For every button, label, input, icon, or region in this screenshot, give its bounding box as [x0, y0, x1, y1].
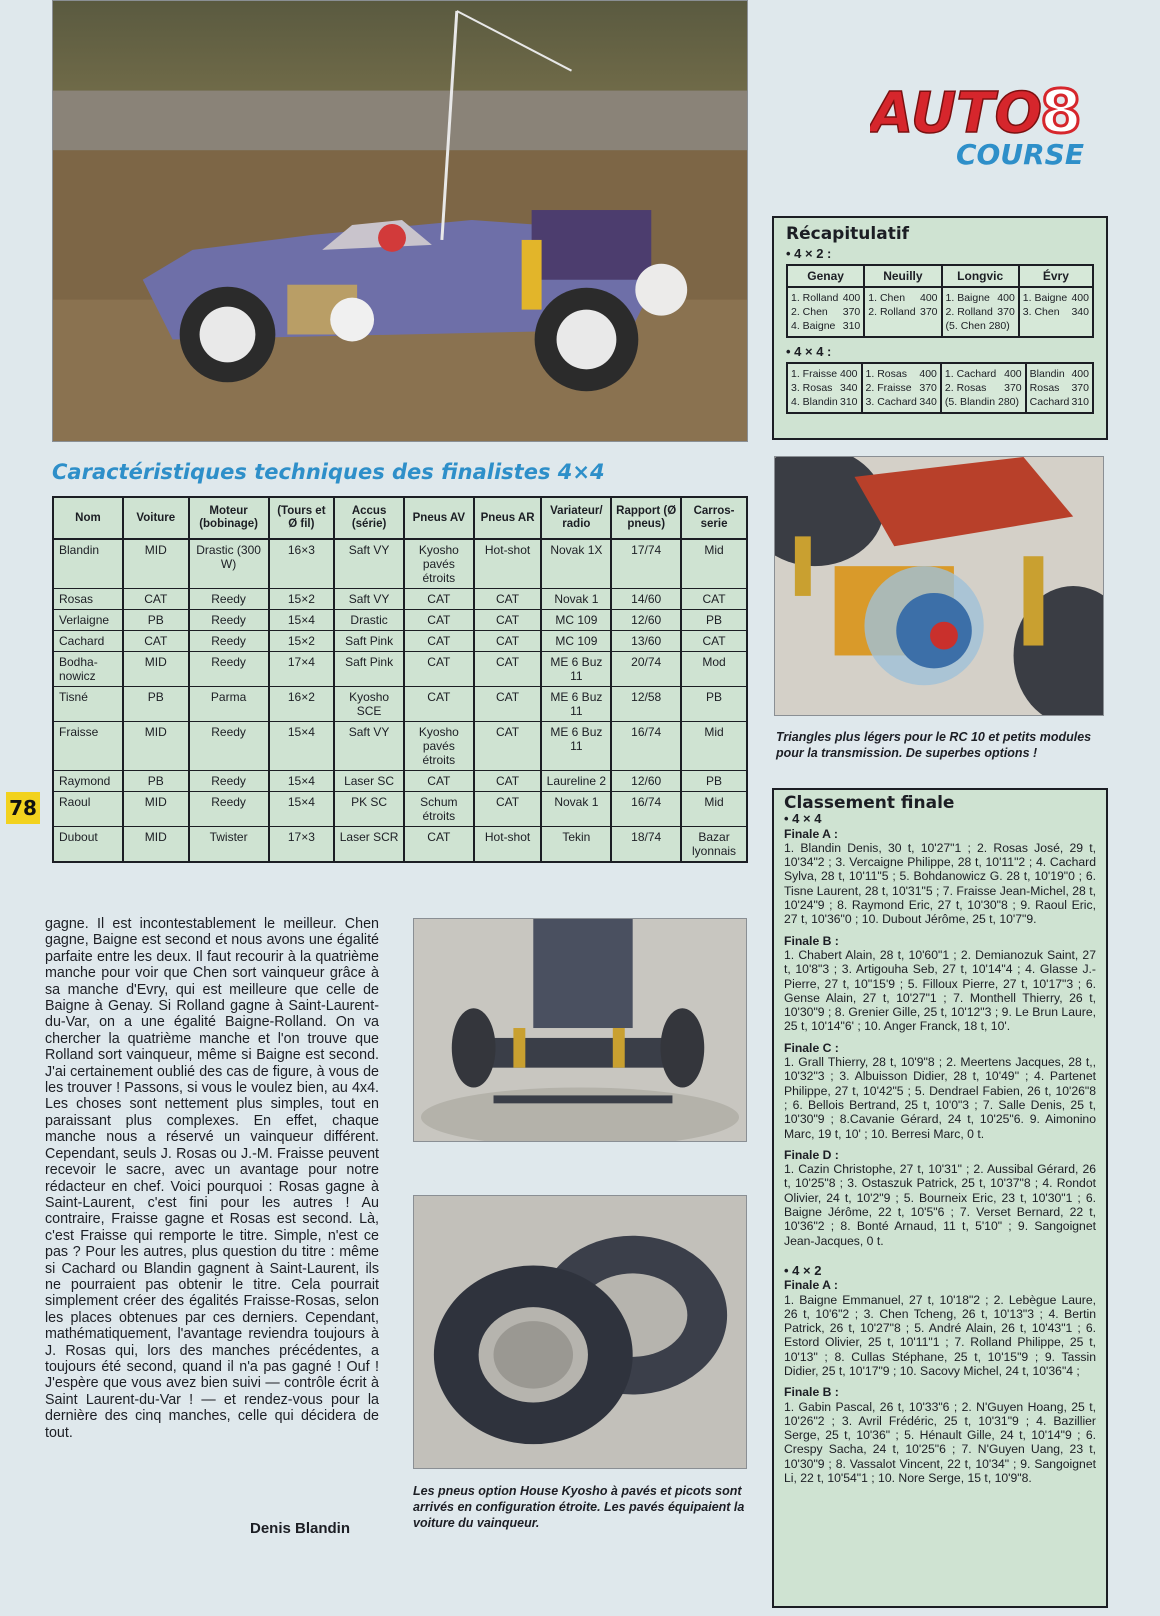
table-cell: MID — [123, 652, 189, 687]
table-cell: CAT — [474, 722, 542, 771]
finale-title: Finale B : — [784, 1385, 839, 1400]
recap-points: 370 — [920, 306, 938, 318]
article-author: Denis Blandin — [250, 1520, 351, 1537]
recap-points: 400 — [1071, 368, 1089, 380]
table-cell: Reedy — [189, 792, 269, 827]
recap-cell — [787, 287, 864, 337]
classement-cat-4x4: • 4 × 4 — [784, 811, 822, 827]
recap-entry — [866, 395, 937, 409]
recap-driver: Rosas — [1029, 382, 1060, 394]
recap-points: 370 — [997, 306, 1015, 318]
recap-entry — [1023, 291, 1089, 305]
table-cell: Saft VY — [334, 722, 404, 771]
table-cell: Parma — [189, 687, 269, 722]
table-cell: Saft VY — [334, 539, 404, 589]
recap-points: 370 — [919, 382, 937, 394]
recap-points: 340 — [840, 382, 858, 394]
table-cell: Rosas — [53, 589, 123, 610]
finale-title: Finale A : — [784, 1278, 838, 1293]
table-header-cell: Moteur (bobinage) — [189, 497, 269, 539]
recap-points: 400 — [920, 292, 938, 304]
recap-entry — [1023, 305, 1089, 319]
recap-driver: 2. Rolland — [945, 306, 993, 318]
table-row — [53, 589, 747, 610]
table-cell: CAT — [404, 631, 474, 652]
table-cell: MID — [123, 722, 189, 771]
table-cell: PB — [123, 610, 189, 631]
recap-driver: 1. Rosas — [865, 368, 907, 380]
recap-points: 340 — [1071, 306, 1089, 318]
table-row — [53, 722, 747, 771]
table-cell: 20/74 — [611, 652, 681, 687]
recap-entry — [791, 367, 858, 381]
table-cell: Dubout — [53, 827, 123, 863]
recap-cell — [941, 363, 1026, 413]
table-cell: Schum étroits — [404, 792, 474, 827]
recap-entry — [946, 319, 1015, 333]
table-cell: Raymond — [53, 771, 123, 792]
table-cell: Mid — [681, 792, 747, 827]
recap-driver: 2. Fraisse — [865, 382, 912, 394]
table-cell: Novak 1 — [541, 792, 611, 827]
table-header-cell: Nom — [53, 497, 123, 539]
table-cell: CAT — [681, 631, 747, 652]
table-cell: Mid — [681, 722, 747, 771]
recap-entry — [868, 291, 937, 305]
recap-points: 400 — [840, 368, 858, 380]
recap-driver: Blandin — [1029, 368, 1065, 380]
table-cell: Reedy — [189, 722, 269, 771]
recap-entry — [945, 395, 1022, 409]
table-cell: Saft VY — [334, 589, 404, 610]
table-cell: 17×4 — [269, 652, 335, 687]
recap-entry — [1030, 367, 1089, 381]
recap-cell — [864, 287, 941, 337]
recap-points: 400 — [919, 368, 937, 380]
table-header-cell: Accus (série) — [334, 497, 404, 539]
recap-driver: 2. Rosas — [944, 382, 987, 394]
table-cell: CAT — [404, 827, 474, 863]
recap-cell — [787, 363, 862, 413]
table-cell: MID — [123, 539, 189, 589]
table-cell: Kyosho SCE — [334, 687, 404, 722]
table-cell: Verlaigne — [53, 610, 123, 631]
table-cell: Hot-shot — [474, 539, 542, 589]
tires-caption: Les pneus option House Kyosho à pavés et picots sont arrivés en configuration étroite. Les pavés équipaient la voiture du vainqueur. — [413, 1484, 745, 1530]
table-row — [53, 827, 747, 863]
recap-driver: 1. Chen — [868, 292, 906, 304]
finale-title: Finale A : — [784, 826, 838, 841]
table-cell: Laser SC — [334, 771, 404, 792]
table-cell: 18/74 — [611, 827, 681, 863]
recap-entry — [1030, 395, 1089, 409]
table-cell: Saft Pink — [334, 652, 404, 687]
recap-points: 370 — [1071, 382, 1089, 394]
table-cell: 15×2 — [269, 589, 335, 610]
tires-photo — [413, 1195, 747, 1469]
table-cell: CAT — [474, 792, 542, 827]
table-cell: Reedy — [189, 631, 269, 652]
recap-entry — [791, 395, 858, 409]
recap-entry — [946, 305, 1015, 319]
recap-driver: 1. Baigne — [1022, 292, 1068, 304]
table-cell: 16/74 — [611, 792, 681, 827]
table-cell: Saft Pink — [334, 631, 404, 652]
table-cell: Kyosho pavés étroits — [404, 722, 474, 771]
table-cell: 15×4 — [269, 792, 335, 827]
recap-box — [772, 216, 1108, 440]
finale-results: 1. Chabert Alain, 28 t, 10'60"1 ; 2. Demianozuk Saint, 27 t, 10'8"3 ; 3. Artigouha Seb, 27 t, 10'14"4 ; 4. Glasse J.-Pierre, 27 t, 10''15'9 ; 5. Filloux Pierre, 27 t, 10'17"3 ; 6. Gense Alain, 27 t, 10'27"1 ; 7. Monthell Thierry, 26 t, 10'30"9 ; 8. Grenier Gille, 25 t, 10'12"3 ; 9. Le Brun Laure, 25 t, 10'14"6' ; 10. Anger Franck, 18 t, 10'. — [784, 947, 1096, 1034]
table-cell: Laureline 2 — [541, 771, 611, 792]
table-cell: Raoul — [53, 792, 123, 827]
table-header-cell: (Tours et Ø fil) — [269, 497, 335, 539]
table-cell: Reedy — [189, 771, 269, 792]
finale-results: 1. Blandin Denis, 30 t, 10'27"1 ; 2. Rosas José, 29 t, 10'34"2 ; 3. Vercaigne Philippe, 28 t, 10'11"2 ; 4. Cachard Sylva, 28 t, 10'11"5 ; 5. Bohdanowicz G. 28 t, 10'19"0 ; 6. Tisne Laurent, 28 t, 10'31"5 ; 7. Fraisse Jean-Michel, 28 t, 10'24"9 ; 8. Raymond Eric, 27 t, 10'30"8 ; 9. Raoul Eric, 27 t, 10'36"0 ; 10. Dubout Jérôme, 25 t, 10'7"9. — [784, 840, 1096, 927]
table-cell: Mod — [681, 652, 747, 687]
table-cell: 17/74 — [611, 539, 681, 589]
table-row — [53, 631, 747, 652]
recap-header: Évry — [1019, 265, 1093, 287]
table-cell: Bazar lyonnais — [681, 827, 747, 863]
race-photo — [52, 0, 748, 442]
recap-driver: 1. Fraisse — [791, 368, 838, 380]
table-cell: MID — [123, 827, 189, 863]
table-row — [53, 652, 747, 687]
table-cell: CAT — [404, 589, 474, 610]
recap-points: 370 — [1004, 382, 1022, 394]
recap-points: 310 — [842, 320, 861, 332]
table-cell: ME 6 Buz 11 — [541, 652, 611, 687]
table-cell: 15×4 — [269, 610, 335, 631]
table-cell: PB — [123, 687, 189, 722]
table-cell: PB — [123, 771, 189, 792]
table-cell: CAT — [474, 589, 542, 610]
table-cell: 14/60 — [611, 589, 681, 610]
recap-header: Longvic — [942, 265, 1019, 287]
table-cell: Reedy — [189, 589, 269, 610]
table-cell: Bodha- nowicz — [53, 652, 123, 687]
recap-sub-4x4: • 4 × 4 : — [786, 344, 832, 359]
classement-box — [772, 788, 1108, 1608]
article-body: gagne. Il est incontestablement le meilleur. Chen gagne, Baigne est second et nous avons une égalité parfaite entre les deux. Il faut recourir à la quatrième manche pour voir que Chen sort vainqueur grâce à sa manche d'Evry, qui est meilleure que celle de Baigne à Genay. Si Rolland gagne à Saint-Laurent-du-Var, on a une égalité Baigne-Rolland. On va chercher la quatrième manche et l'on trouve que Rolland sort vainqueur, même si Baigne est second. J'ai certainement oublié des cas de figure, à vous de les trouver ! Passons, si vous le voulez bien, au 4x4. Les choses sont nettement plus simples, tout en paraissant plus complexes. En effet, chaque manche nous a réservé un vainqueur différent. Cependant, seuls J. Rosas ou J.-M. Fraisse peuvent recevoir le sacre, avec un avantage pour notre rédacteur en chef. Voici pourquoi : Rosas gagne à Saint-Laurent, c'est fini pour les autres ! Au contraire, Fraisse gagne et Rosas est second. Là, c'est Fraisse qui remporte le titre. Simple, n'est ce pas ? Pour les autres, plus question du titre : même si Cachard ou Blandin gagnent à Saint-Laurent, ils ne pourraient pas obtenir le titre. Cela pourrait simplement créer des égalités Fraisse-Rosas, selon les places obtenues par ces derniers. Cependant, mathématiquement, l'avantage reviendra toujours à J. Rosas qui, lors des manches précédentes, a toujours été second, quand il n'a pas gagné ! Ouf ! J'espère que vous avez bien suivi — contrôle écrit à Saint Laurent-du-Var ! — et rendez-vous pour la dernière des cinq manches, celle qui décidera de tout. — [45, 916, 379, 1441]
recap-entry — [866, 381, 937, 395]
classement-cat-4x2: • 4 × 2 — [784, 1262, 822, 1278]
table-cell: Reedy — [189, 652, 269, 687]
table-cell: CAT — [474, 687, 542, 722]
table-cell: CAT — [404, 771, 474, 792]
table-cell: Reedy — [189, 610, 269, 631]
table-title: Caractéristiques techniques des finalistes 4×4 — [52, 460, 605, 484]
table-cell: 15×4 — [269, 722, 335, 771]
chassis-caption: Triangles plus légers pour le RC 10 et petits modules pour la transmission. De superbes options ! — [776, 730, 1092, 760]
recap-entry — [791, 381, 858, 395]
table-cell: PB — [681, 771, 747, 792]
recap-table-4x2 — [786, 264, 1094, 338]
recap-sub-4x2: • 4 × 2 : — [786, 246, 832, 261]
table-cell: MID — [123, 792, 189, 827]
recap-driver: (5. Blandin 280) — [944, 396, 1020, 408]
table-cell: CAT — [404, 610, 474, 631]
table-cell: 16/74 — [611, 722, 681, 771]
tech-table — [52, 496, 748, 863]
table-cell: 12/60 — [611, 610, 681, 631]
table-header-cell: Carros- serie — [681, 497, 747, 539]
table-cell: 13/60 — [611, 631, 681, 652]
table-cell: CAT — [123, 589, 189, 610]
table-cell: 12/58 — [611, 687, 681, 722]
table-cell: Novak 1X — [541, 539, 611, 589]
table-header-cell: Pneus AV — [404, 497, 474, 539]
recap-points: 400 — [1004, 368, 1022, 380]
recap-title: Récapitulatif — [786, 224, 910, 244]
recap-driver: 1. Rolland — [791, 292, 839, 304]
finale-title: Finale C : — [784, 1040, 839, 1055]
finale-results: 1. Grall Thierry, 28 t, 10'9"8 ; 2. Meertens Jacques, 28 t,, 10'32"3 ; 3. Albuisson Didier, 28 t, 10'49'' ; 4. Partenet Philippe, 27 t, 10'42"5 ; 5. Dendrael Fabien, 26 t, 10'26"8 ; 6. Bellois Bertrand, 25 t, 10'0"3 ; 7. Salle Denis, 25 t, 10'30"9 ; 8.Cavanie Gérard, 24 t, 10'25"6. 9. Aimonino Marc, 19 t, 10' ; 10. Berresi Marc, 0 t. — [784, 1055, 1096, 1141]
table-cell: CAT — [474, 631, 542, 652]
table-header-cell: Rapport (Ø pneus) — [611, 497, 681, 539]
table-header-cell: Variateur/ radio — [541, 497, 611, 539]
table-cell: Cachard — [53, 631, 123, 652]
recap-entry — [866, 367, 937, 381]
table-cell: 16×3 — [269, 539, 335, 589]
table-cell: Tekin — [541, 827, 611, 863]
table-cell: ME 6 Buz 11 — [541, 687, 611, 722]
finale-title: Finale D : — [784, 1147, 839, 1162]
recap-entry — [945, 381, 1022, 395]
table-cell: Laser SCR — [334, 827, 404, 863]
recap-driver: 2. Rolland — [868, 306, 916, 318]
recap-points: 400 — [842, 292, 861, 304]
table-cell: 15×2 — [269, 631, 335, 652]
recap-header: Genay — [787, 265, 864, 287]
table-cell: Drastic (300 W) — [189, 539, 269, 589]
finale-title: Finale B : — [784, 933, 839, 948]
table-cell: Fraisse — [53, 722, 123, 771]
table-row — [53, 610, 747, 631]
table-cell: Tisné — [53, 687, 123, 722]
recap-cell — [1019, 287, 1093, 337]
recap-cell — [1026, 363, 1093, 413]
recap-entry — [868, 305, 937, 319]
recap-points: 400 — [1071, 292, 1089, 304]
recap-driver: 3. Cachard — [865, 396, 917, 408]
table-cell: CAT — [404, 687, 474, 722]
table-cell: CAT — [404, 652, 474, 687]
table-cell: CAT — [681, 589, 747, 610]
table-row — [53, 539, 747, 589]
table-row — [53, 687, 747, 722]
table-cell: Mid — [681, 539, 747, 589]
recap-points: 310 — [1071, 396, 1089, 408]
table-cell: Kyosho pavés étroits — [404, 539, 474, 589]
table-cell: MC 109 — [541, 631, 611, 652]
recap-points: 310 — [840, 396, 858, 408]
table-cell: CAT — [474, 652, 542, 687]
table-cell: CAT — [123, 631, 189, 652]
recap-driver: Cachard — [1029, 396, 1070, 408]
svg-text:8: 8 — [1040, 77, 1082, 147]
recap-entry — [1030, 381, 1089, 395]
recap-points: 370 — [842, 306, 861, 318]
chassis-photo — [774, 456, 1104, 716]
recap-entry — [791, 305, 860, 319]
recap-points: 400 — [997, 292, 1015, 304]
recap-table-4x4 — [786, 362, 1094, 414]
table-cell: PB — [681, 687, 747, 722]
svg-text:AUTO: AUTO — [870, 81, 1043, 146]
recap-driver: 3. Chen — [1022, 306, 1060, 318]
table-cell: PB — [681, 610, 747, 631]
recap-driver: 1. Baigne — [945, 292, 990, 304]
auto8-logo — [870, 72, 1120, 182]
table-cell: 16×2 — [269, 687, 335, 722]
table-cell: 17×3 — [269, 827, 335, 863]
recap-cell — [942, 287, 1019, 337]
recap-driver: 1. Cachard — [944, 368, 997, 380]
table-header-cell: Pneus AR — [474, 497, 542, 539]
finale-results: 1. Gabin Pascal, 26 t, 10'33"6 ; 2. N'Guyen Hoang, 25 t, 10'26"2 ; 3. Avril Frédéric, 25 t, 10'31"9 ; 4. Bazillier Serge, 25 t, 10'36" ; 5. Hénault Gille, 24 t, 10'14"9 ; 6. Crespy Sacha, 24 t, 10'25"6 ; 7. N'Guyen Uang, 23 t, 10'30"9 ; 8. Vassalot Vincent, 22 t, 10'34" ; 9. Sangoignet Li, 22 t, 10'54"1 ; 10. Nore Serge, 15 t, 10'9"8. — [784, 1399, 1096, 1486]
recap-entry — [946, 291, 1015, 305]
table-header-cell: Voiture — [123, 497, 189, 539]
brand-sub: COURSE — [956, 138, 1084, 171]
recap-entry — [945, 367, 1022, 381]
table-cell: CAT — [474, 610, 542, 631]
recap-header: Neuilly — [864, 265, 941, 287]
table-cell: PK SC — [334, 792, 404, 827]
recap-driver: 4. Baigne — [791, 320, 836, 332]
table-cell: 12/60 — [611, 771, 681, 792]
page-number: 78 — [6, 792, 40, 824]
recap-driver: (5. Chen 280) — [945, 320, 1010, 332]
finale-results: 1. Cazin Christophe, 27 t, 10'31" ; 2. Aussibal Gérard, 26 t, 10'25"8 ; 3. Ostaszuk Patrick, 25 t, 10'37"8 ; 4. Rondot Olivier, 24 t, 10'2"9 ; 5. Bourneix Eric, 23 t, 10'30"1 ; 6. Baigne Jérôme, 22 t, 10'5"6 ; 7. Verset Bernard, 22 t, 10'36"2 ; 8. Bonté Arnaud, 11 t, 5'10" ; 9. Sangoignet Jean-Jacques, 0 t. — [784, 1162, 1096, 1248]
recap-points: 340 — [919, 396, 937, 408]
table-cell: Blandin — [53, 539, 123, 589]
table-cell: Twister — [189, 827, 269, 863]
recap-entry — [791, 319, 860, 333]
buggy-photo — [413, 918, 747, 1142]
recap-driver: 3. Rosas — [791, 382, 833, 394]
recap-entry — [791, 291, 860, 305]
table-cell: ME 6 Buz 11 — [541, 722, 611, 771]
table-cell: Drastic — [334, 610, 404, 631]
classement-title: Classement finale — [784, 793, 955, 813]
table-row — [53, 771, 747, 792]
table-cell: CAT — [474, 771, 542, 792]
finale-results: 1. Baigne Emmanuel, 27 t, 10'18"2 ; 2. Lebègue Laure, 26 t, 10'6"2 ; 3. Chen Tcheng, 26 t, 10'13"3 ; 4. Bertin Patrick, 26 t, 10'27"8 ; 5. André Alain, 26 t, 10'43"1 ; 6. Estord Olivier, 25 t, 10'11"1 ; 7. Rolland Philippe, 25 t, 10'13" ; 8. Cullas Stéphane, 25 t, 10'15"9 ; 9. Tassin Didier, 25 t, 10'17"9 ; 10. Sacovy Michel, 24 t, 10'36"4 ; — [784, 1292, 1096, 1378]
table-row — [53, 792, 747, 827]
recap-driver: 2. Chen — [791, 306, 828, 318]
recap-driver: 4. Blandin — [791, 396, 838, 408]
table-cell: 15×4 — [269, 771, 335, 792]
table-cell: MC 109 — [541, 610, 611, 631]
table-cell: Novak 1 — [541, 589, 611, 610]
table-cell: Hot-shot — [474, 827, 542, 863]
recap-cell — [862, 363, 941, 413]
